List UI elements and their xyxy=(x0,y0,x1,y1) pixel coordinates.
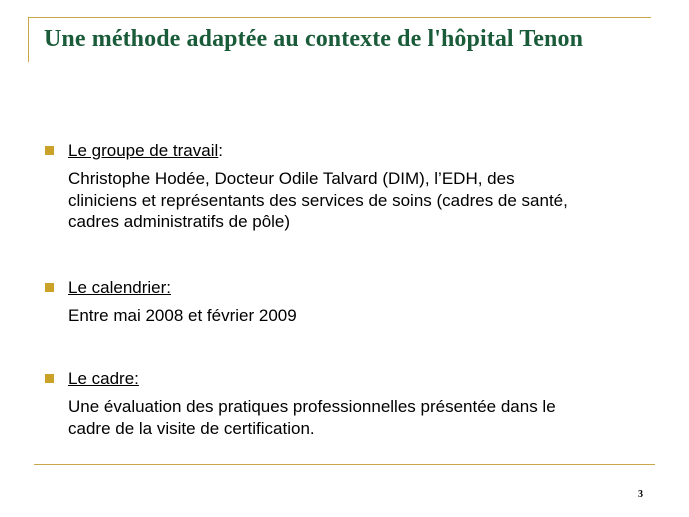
footer-divider xyxy=(34,464,655,465)
bullet-body xyxy=(44,305,297,327)
slide-title: Une méthode adaptée au contexte de l'hôpital Tenon xyxy=(44,26,584,52)
bullet-heading: Le cadre: xyxy=(68,369,139,388)
bullet-item-calendrier xyxy=(44,277,297,327)
title-frame-top-line xyxy=(28,17,651,18)
bullet-item-groupe-de-travail xyxy=(44,140,568,233)
bullet-body-line: cliniciens et représentants des services de soins (cadres de santé, xyxy=(68,190,568,210)
bullet-heading: Le groupe de travail xyxy=(68,141,219,160)
bullet-heading-row xyxy=(44,277,297,299)
bullet-body-line: cadre de la visite de certification. xyxy=(68,418,315,438)
page-number: 3 xyxy=(638,489,643,500)
bullet-body-line: Une évaluation des pratiques professionnelles présentée dans le xyxy=(68,397,556,416)
bullet-heading-suffix: : xyxy=(218,141,224,160)
bullet-body xyxy=(44,168,568,233)
square-bullet-icon xyxy=(45,146,54,155)
bullet-body xyxy=(44,396,556,439)
square-bullet-icon xyxy=(45,374,54,383)
square-bullet-icon xyxy=(45,283,54,292)
bullet-body-line: cadres administratifs de pôle) xyxy=(68,212,291,231)
bullet-item-cadre xyxy=(44,368,556,439)
bullet-body-line: Entre mai 2008 et février 2009 xyxy=(68,306,297,325)
bullet-body-line: Christophe Hodée, Docteur Odile Talvard (DIM), l’EDH, des xyxy=(68,169,515,188)
bullet-heading-row xyxy=(44,140,568,162)
bullet-heading-row xyxy=(44,368,556,390)
title-frame-left-line xyxy=(28,17,29,62)
bullet-heading: Le calendrier: xyxy=(68,278,172,297)
